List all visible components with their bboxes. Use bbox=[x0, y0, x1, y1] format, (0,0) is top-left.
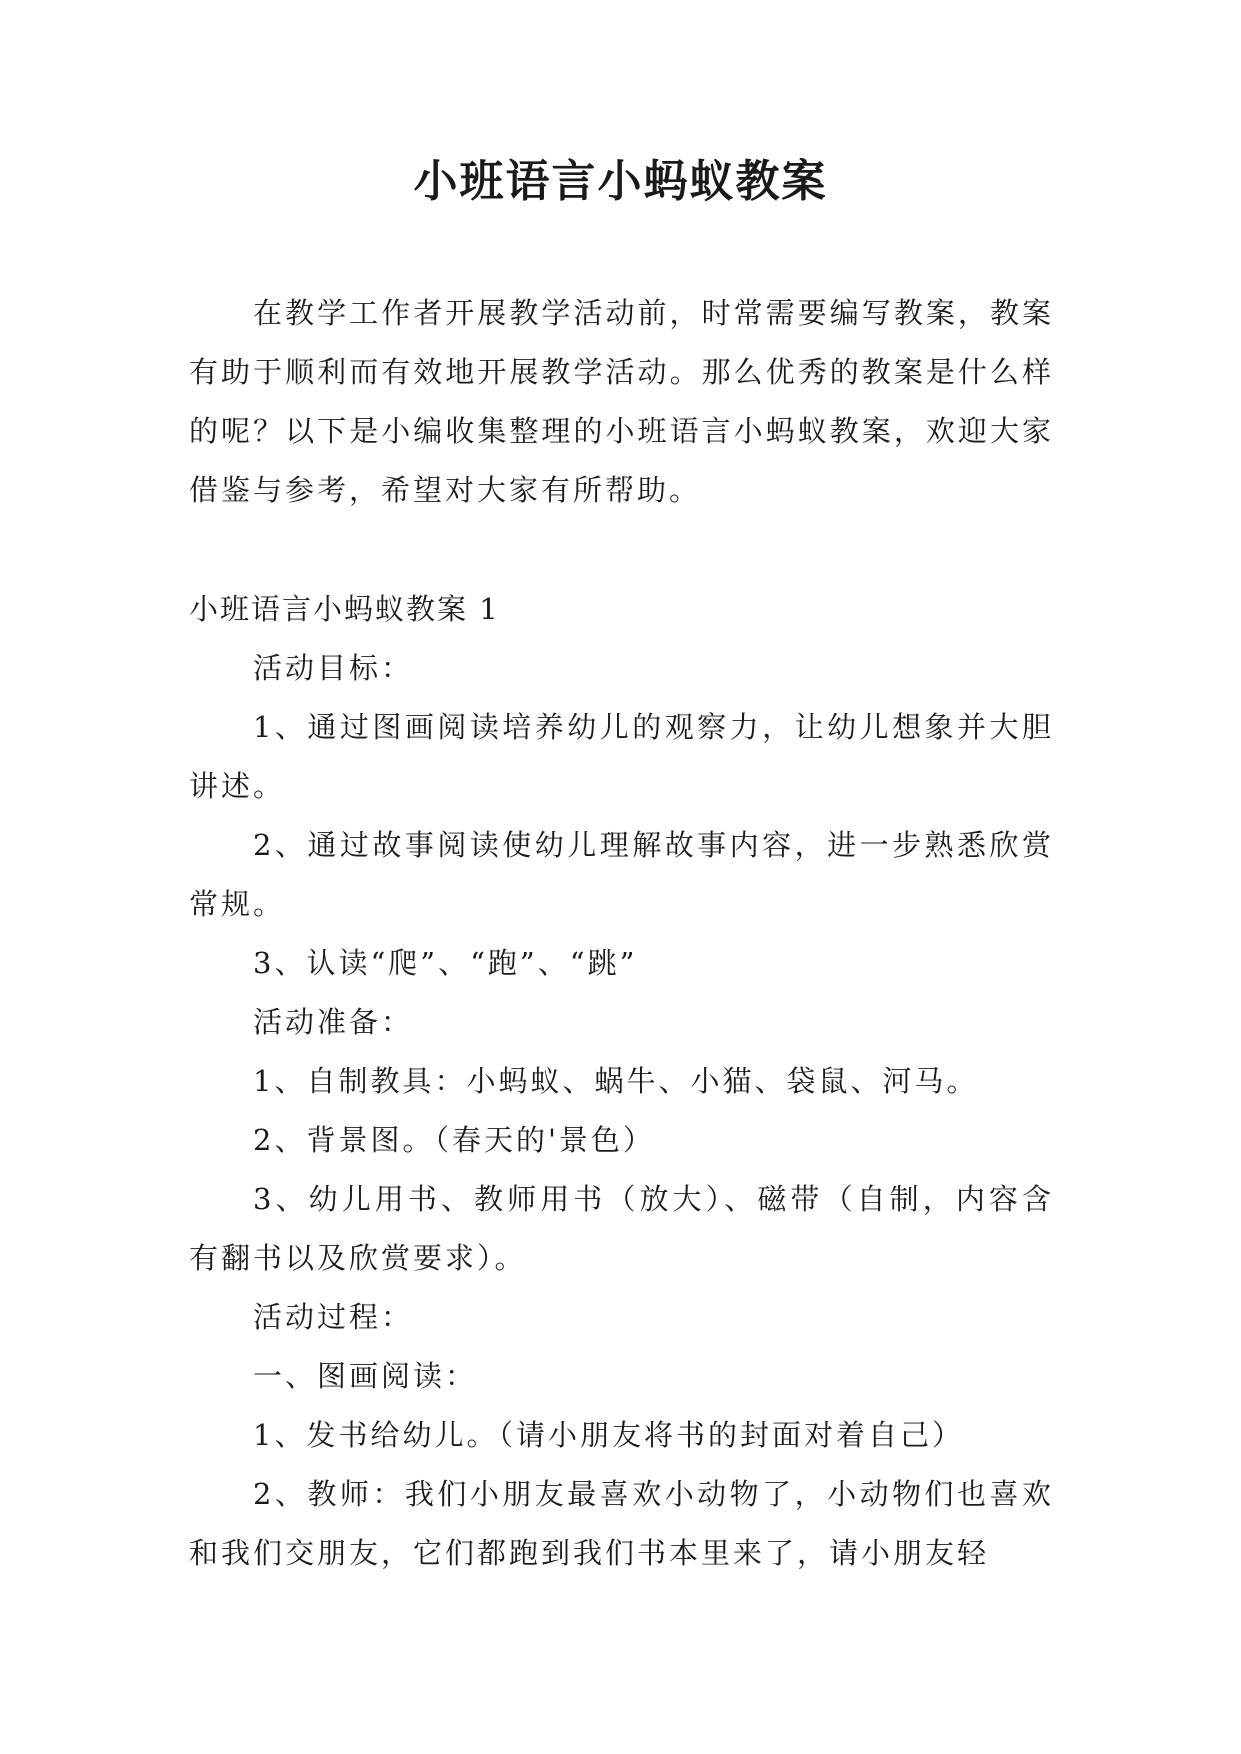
lesson-plan-section bbox=[189, 580, 1054, 1583]
paragraph: 1、通过图画阅读培养幼儿的观察力，让幼儿想象并大胆讲述。 bbox=[189, 710, 1054, 803]
document-title: 小班语言小蚂蚁教案 bbox=[413, 156, 828, 207]
intro-paragraph: 在教学工作者开展教学活动前，时常需要编写教案，教案有助于顺利而有效地开展教学活动。那么优秀的教案是什么样的呢？以下是小编收集整理的小班语言小蚂蚁教案，欢迎大家借鉴与参考，希望对大家有所帮助。 bbox=[189, 296, 1054, 507]
paragraph: 1、自制教具：小蚂蚁、蜗牛、小猫、袋鼠、河马。 bbox=[253, 1064, 979, 1098]
paragraph: 活动目标： bbox=[253, 651, 414, 685]
paragraph: 3、认读“爬”、“跑”、“跳” bbox=[253, 946, 638, 980]
paragraph: 2、背景图。（春天的'景色） bbox=[253, 1123, 655, 1157]
intro-block bbox=[189, 284, 1054, 520]
section-heading: 小班语言小蚂蚁教案 1 bbox=[189, 592, 500, 626]
paragraph: 活动准备： bbox=[253, 1005, 414, 1039]
paragraph: 一、图画阅读： bbox=[253, 1359, 478, 1393]
paragraph: 3、幼儿用书、教师用书（放大）、磁带（自制，内容含有翻书以及欣赏要求）。 bbox=[189, 1182, 1054, 1275]
paragraph: 1、发书给幼儿。（请小朋友将书的封面对着自己） bbox=[253, 1418, 964, 1452]
paragraph: 2、通过故事阅读使幼儿理解故事内容，进一步熟悉欣赏常规。 bbox=[189, 828, 1054, 921]
paragraph: 2、教师：我们小朋友最喜欢小动物了，小动物们也喜欢和我们交朋友，它们都跑到我们书本里来了，请小朋友轻 bbox=[189, 1477, 1054, 1570]
paragraph: 活动过程： bbox=[253, 1300, 414, 1334]
